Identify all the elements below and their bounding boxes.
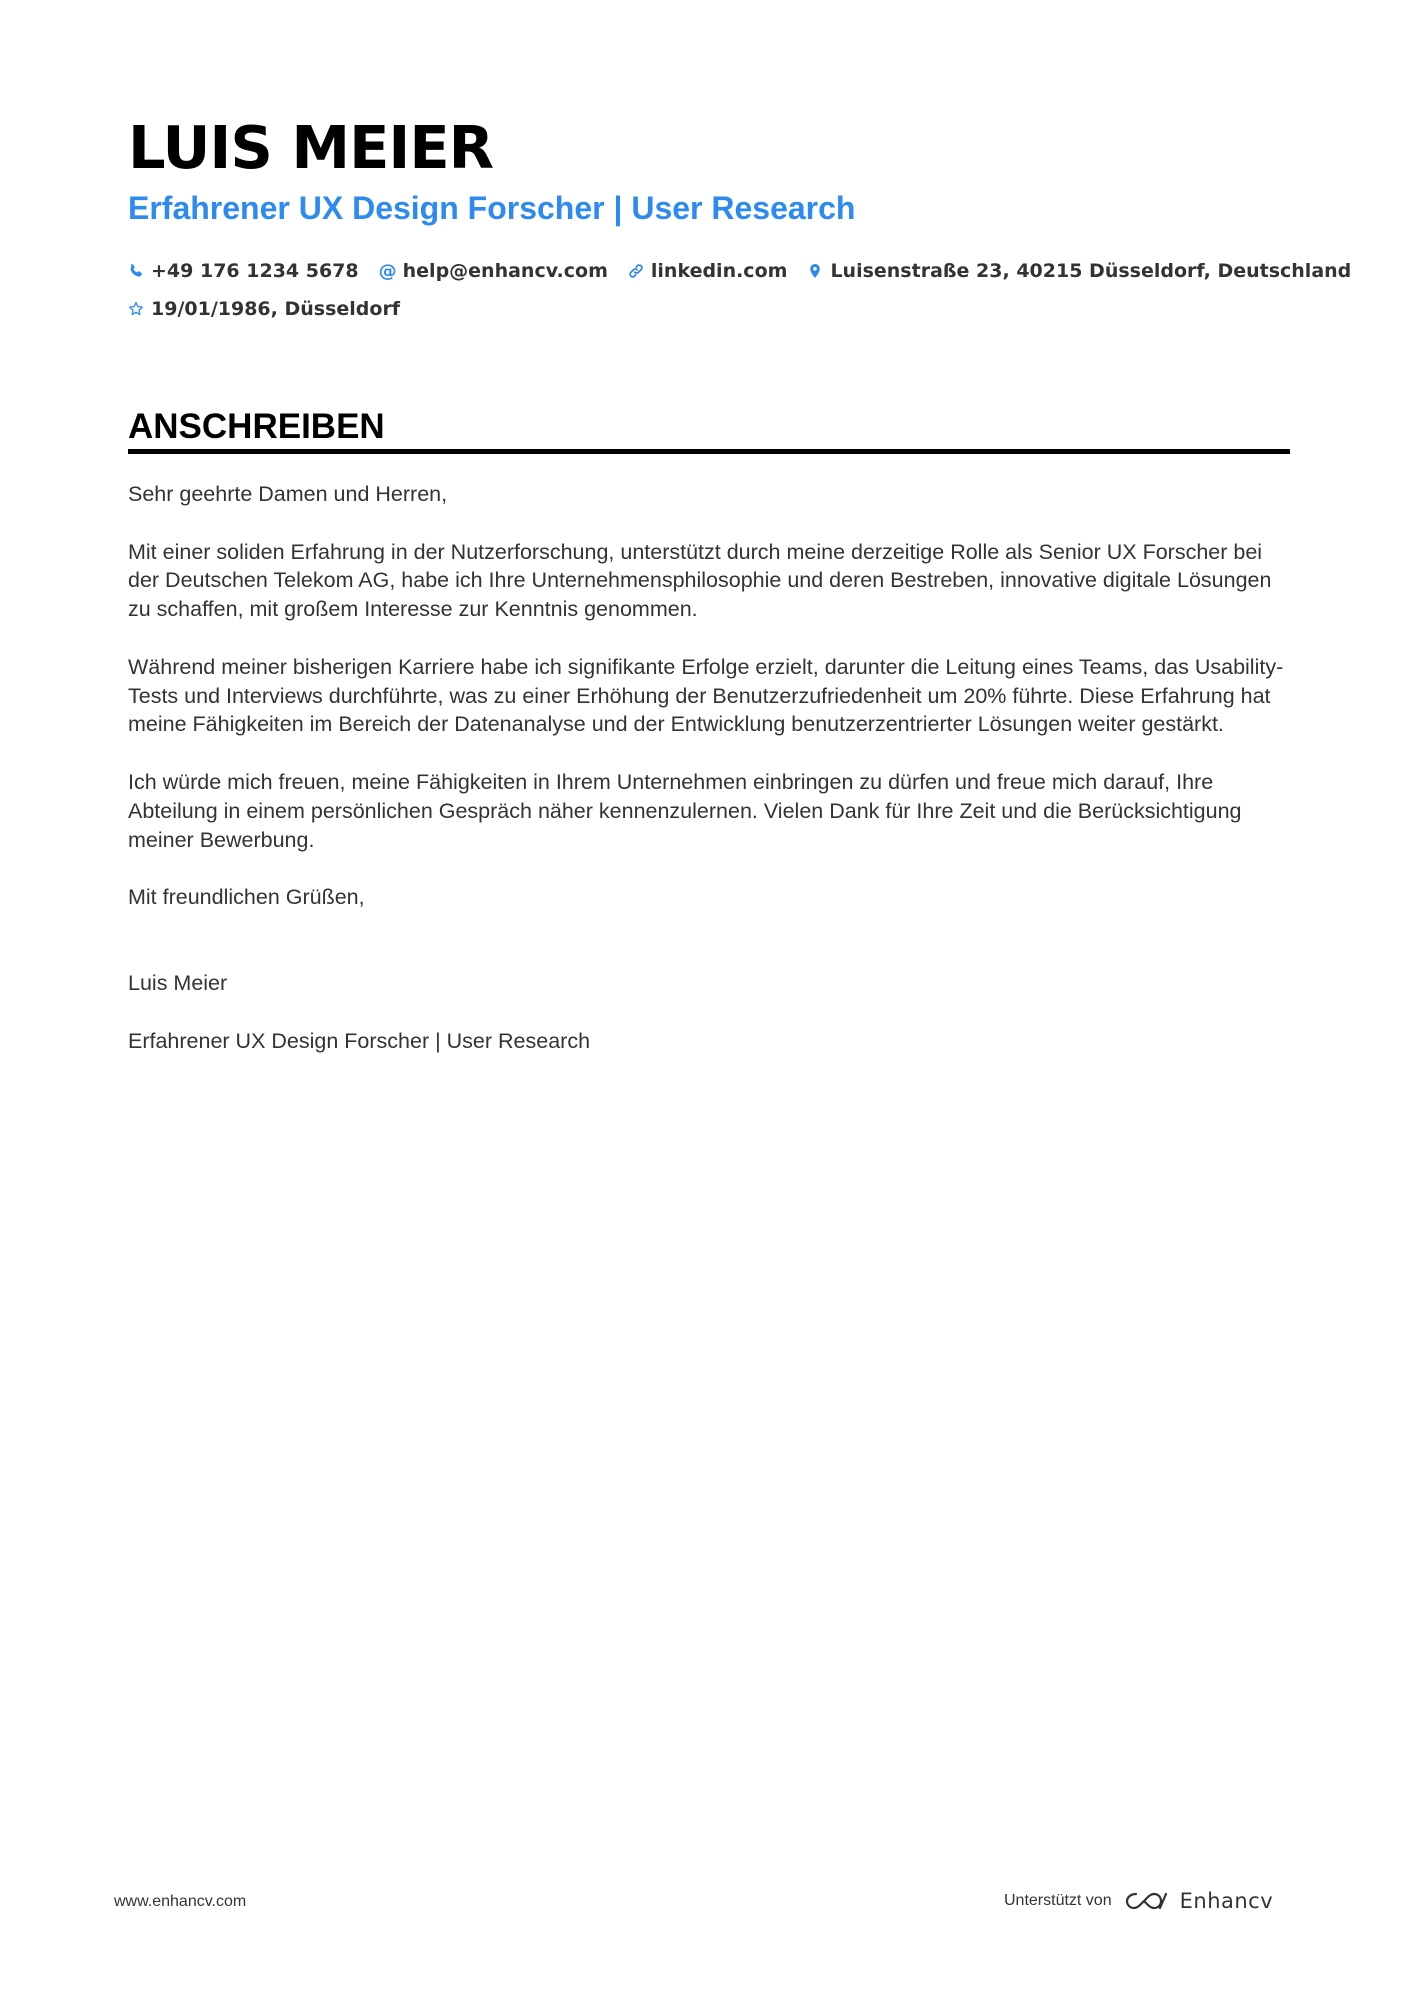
- contact-row-1: [128, 252, 1352, 290]
- link-icon: [628, 263, 644, 279]
- contact-birth: [128, 298, 400, 320]
- contact-linkedin: [628, 260, 788, 282]
- phone-icon: [128, 263, 144, 279]
- contact-phone: [128, 260, 359, 282]
- phone-text: +49 176 1234 5678: [151, 260, 359, 282]
- powered-by: [1004, 1888, 1273, 1914]
- footer-url[interactable]: www.enhancv.com: [114, 1893, 247, 1910]
- address-text: Luisenstraße 23, 40215 Düsseldorf, Deutschland: [830, 260, 1352, 282]
- linkedin-text: linkedin.com: [650, 260, 788, 282]
- letter-paragraph: Während meiner bisherigen Karriere habe ich signifikante Erfolge erzielt, darunter die Leitung eines Teams, das Usability-Tests und Interviews durchführte, was zu einer Erhöhung der Benutzerzufriedenheit um 20% führte. Diese Erfahrung hat meine Fähigkeiten im Bereich der Datenanalyse und der Entwicklung benutzerzentrierter Lösungen weiter gestärkt.: [128, 654, 1284, 737]
- letter-paragraph: Ich würde mich freuen, meine Fähigkeiten in Ihrem Unternehmen einbringen zu dürfen und freue mich darauf, Ihre Abteilung in einem persönlichen Gespräch näher kennenzulernen. Vielen Dank für Ihre Zeit und die Berücksichtigung meiner Bewerbung.: [128, 769, 1242, 852]
- powered-by-label: Unterstützt von: [1004, 1892, 1112, 1909]
- location-pin-icon: [807, 263, 823, 279]
- section-title: ANSCHREIBEN: [128, 407, 385, 446]
- applicant-name: LUIS MEIER: [128, 113, 494, 182]
- letter-body: [128, 480, 1290, 1084]
- email-text: help@enhancv.com: [402, 260, 608, 282]
- enhancv-logo-icon[interactable]: [1124, 1888, 1274, 1914]
- applicant-headline: Erfahrener UX Design Forscher | User Research: [128, 190, 856, 226]
- contact-email: [379, 260, 608, 282]
- contact-info: [128, 252, 1352, 328]
- letter-greeting: Sehr geehrte Damen und Herren,: [128, 482, 448, 506]
- star-icon: [128, 301, 144, 317]
- letter-closing: Mit freundlichen Grüßen,: [128, 885, 365, 910]
- signature-title: Erfahrener UX Design Forscher | User Research: [128, 1028, 591, 1053]
- signature-name: Luis Meier: [128, 970, 228, 995]
- letter-paragraph: Mit einer soliden Erfahrung in der Nutzerforschung, unterstützt durch meine derzeitige Rolle als Senior UX Forscher bei der Deutschen Telekom AG, habe ich Ihre Unternehmensphilosophie und deren Bestreben, innovative digitale Lösungen zu schaffen, mit großem Interesse zur Kenntnis genommen.: [128, 539, 1272, 622]
- contact-row-2: [128, 290, 1288, 328]
- birth-text: 19/01/1986, Düsseldorf: [151, 298, 401, 320]
- at-icon: @: [378, 260, 397, 282]
- contact-address: [807, 260, 1351, 282]
- section-divider: [128, 449, 1290, 454]
- brand-name: Enhancv: [1179, 1889, 1274, 1913]
